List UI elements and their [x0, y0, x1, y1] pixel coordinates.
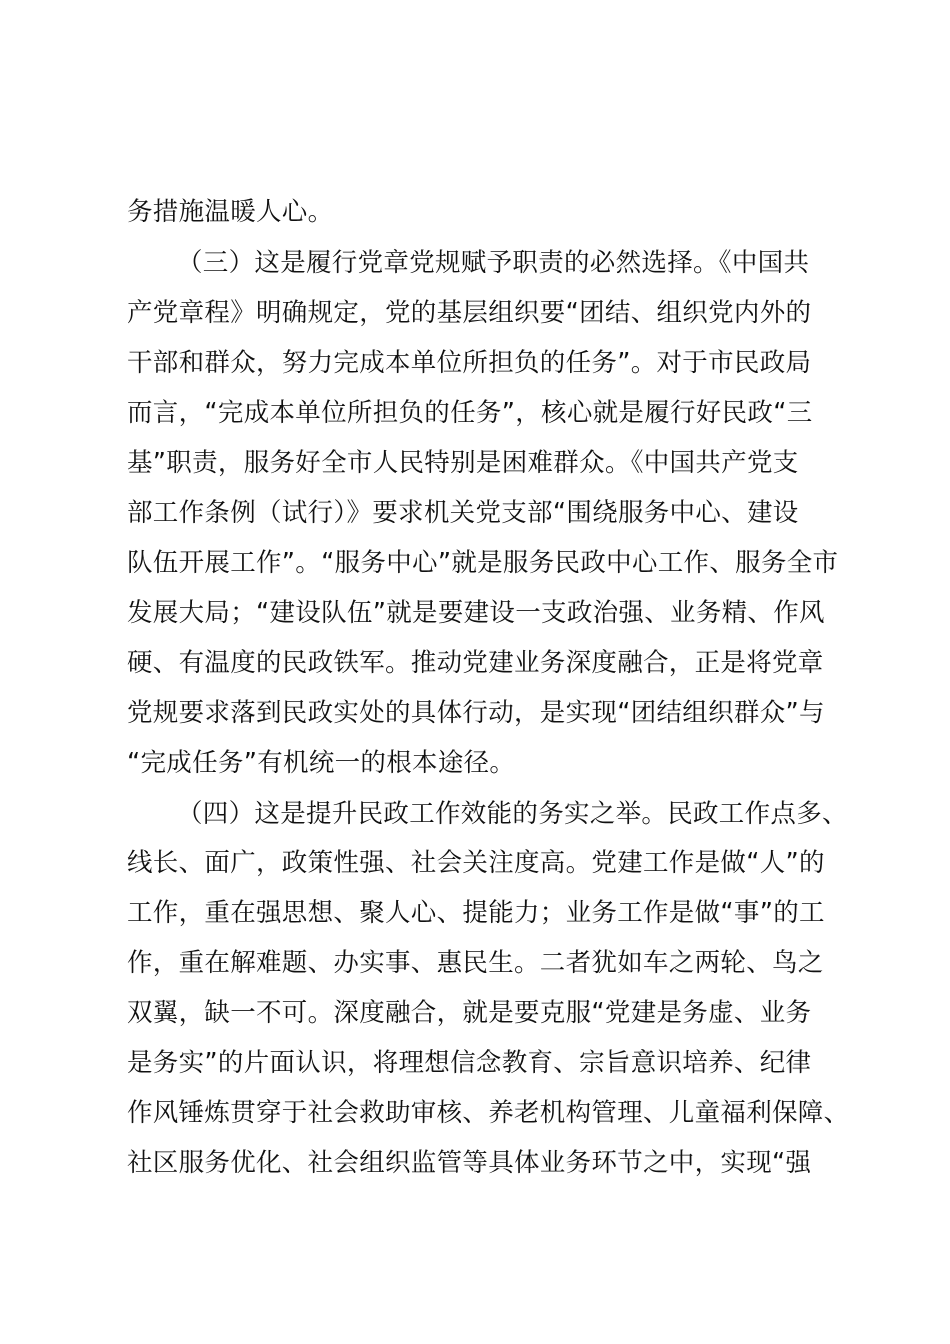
- text-line: （三）这是履行党章党规赋予职责的必然选择。《中国共: [177, 248, 810, 278]
- text-line: 干部和群众，努力完成本单位所担负的任务”。对于市民政局: [127, 348, 812, 378]
- text-line: 双翼，缺一不可。深度融合，就是要克服“党建是务虚、业务: [127, 998, 812, 1028]
- text-line: 产党章程》明确规定，党的基层组织要“团结、组织党内外的: [127, 298, 812, 328]
- text-line: 基”职责，服务好全市人民特别是困难群众。《中国共产党支: [127, 448, 799, 478]
- text-line: 作风锤炼贯穿于社会救助审核、养老机构管理、儿童福利保障、: [127, 1098, 850, 1128]
- text-line: 部工作条例（试行）》要求机关党支部“围绕服务中心、建设: [127, 498, 799, 528]
- text-line: 社区服务优化、社会组织监管等具体业务环节之中，实现“强: [127, 1148, 812, 1178]
- text-line: 硬、有温度的民政铁军。推动党建业务深度融合，正是将党章: [127, 648, 824, 678]
- text-line: 是务实”的片面认识，将理想信念教育、宗旨意识培养、纪律: [127, 1048, 812, 1078]
- text-line: 而言，“完成本单位所担负的任务”，核心就是履行好民政“三: [127, 398, 813, 428]
- text-line: 党规要求落到民政实处的具体行动，是实现“团结组织群众”与: [127, 698, 825, 728]
- text-line: 作，重在解难题、办实事、惠民生。二者犹如车之两轮、鸟之: [127, 948, 824, 978]
- text-line: （四）这是提升民政工作效能的务实之举。民政工作点多、: [177, 799, 848, 829]
- text-line: 线长、面广，政策性强、社会关注度高。党建工作是做“人”的: [127, 848, 825, 878]
- text-line: 工作，重在强思想、聚人心、提能力；业务工作是做“事”的工: [127, 898, 825, 928]
- text-line: 务措施温暖人心。: [127, 197, 334, 227]
- text-line: 队伍开展工作”。“服务中心”就是服务民政中心工作、服务全市: [127, 548, 839, 578]
- text-line: 发展大局；“建设队伍”就是要建设一支政治强、业务精、作风: [127, 598, 825, 628]
- text-line: “完成任务”有机统一的根本途径。: [127, 748, 516, 778]
